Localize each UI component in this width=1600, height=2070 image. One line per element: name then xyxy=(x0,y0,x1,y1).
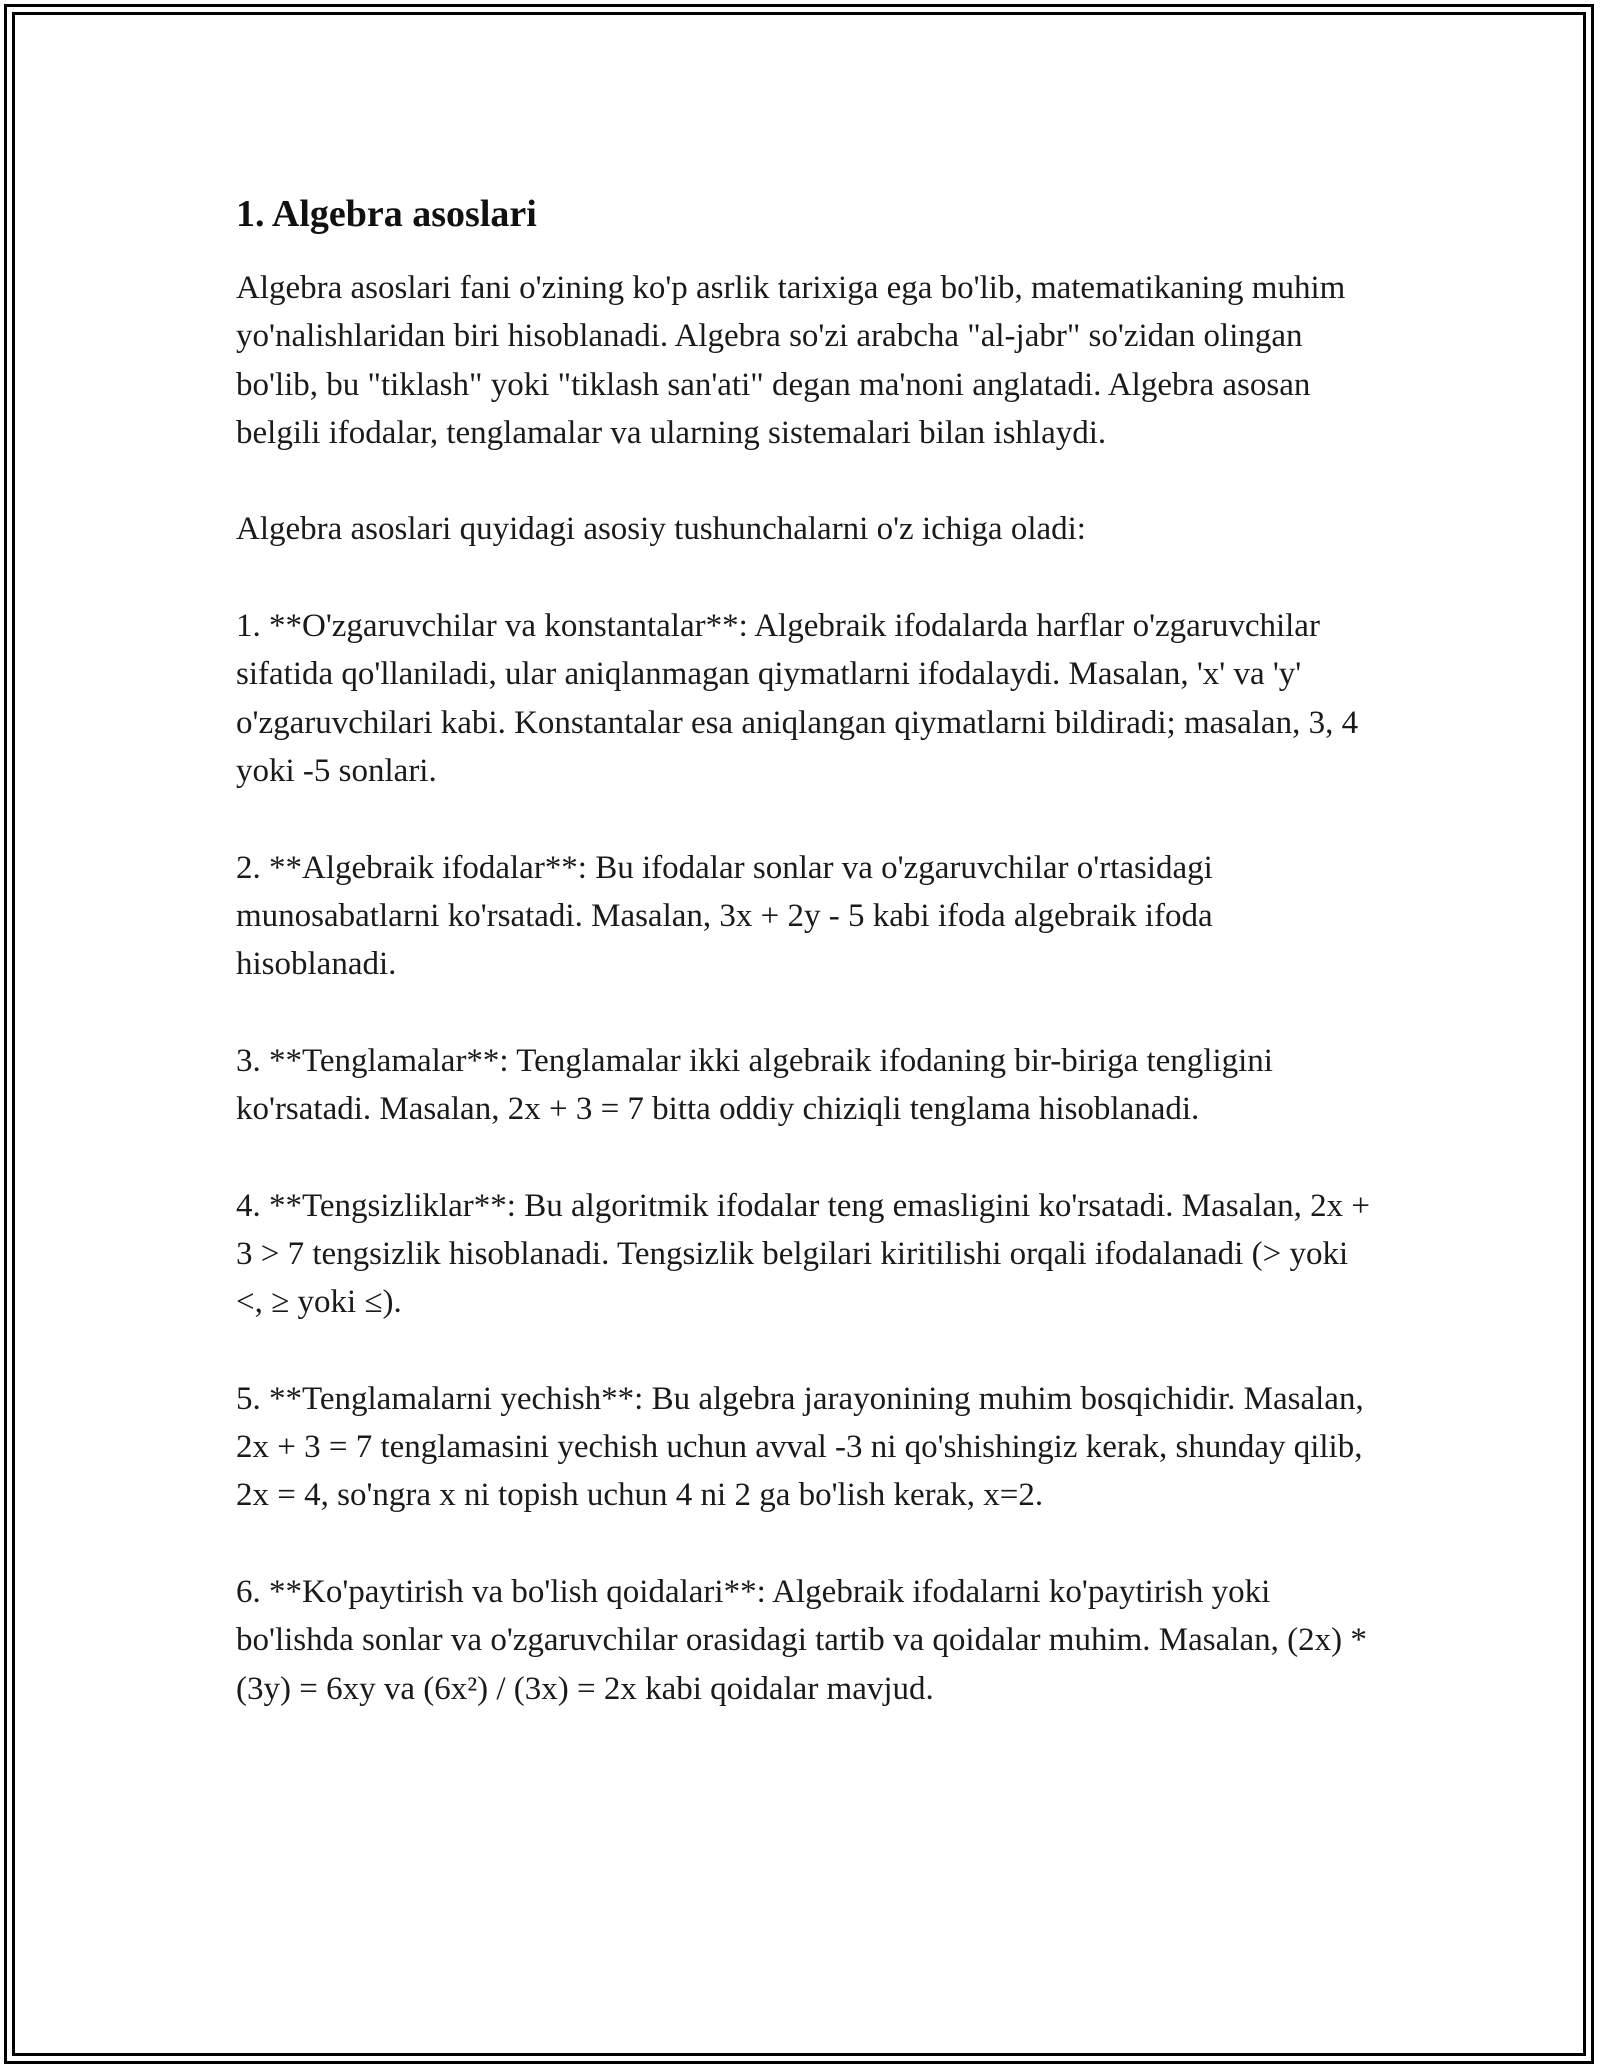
document-body xyxy=(236,186,1376,1713)
list-item-variables-constants: 1. **O'zgaruvchilar va konstantalar**: Algebraik ifodalarda harflar o'zgaruvchilar sifatida qo'llaniladi, ular aniqlanmagan qiymatlarni ifodalaydi. Masalan, 'x' va 'y' o'zgaruvchilari kabi. Konstantalar esa aniqlangan qiymatlarni bildiradi; masalan, 3, 4 yoki -5 sonlari. xyxy=(236,608,1359,789)
list-item-equations: 3. **Tenglamalar**: Tenglamalar ikki algebraik ifodaning bir-biriga tengligini ko'rsatadi. Masalan, 2x + 3 = 7 bitta oddiy chiziqli tenglama hisoblanadi. xyxy=(236,1042,1273,1128)
intro-paragraph: Algebra asoslari fani o'zining ko'p asrlik tarixiga ega bo'lib, matematikaning muhim yo'nalishlaridan biri hisoblanadi. Algebra so'zi arabcha "al-jabr" so'zidan olingan bo'lib, bu "tiklash" yoki "tiklash san'ati" degan ma'noni anglatadi. Algebra asosan belgili ifodalar, tenglamalar va ularning sistemalari bilan ishlaydi. xyxy=(236,270,1346,451)
list-item-multiplication-division-rules: 6. **Ko'paytirish va bo'lish qoidalari**: Algebraik ifodalarni ko'paytirish yoki bo'lishda sonlar va o'zgaruvchilar orasidagi tartib va qoidalar muhim. Masalan, (2x) * (3y) = 6xy va (6x²) / (3x) = 2x kabi qoidalar mavjud. xyxy=(236,1574,1367,1707)
concepts-lead-paragraph: Algebra asoslari quyidagi asosiy tushunchalarni o'z ichiga oladi: xyxy=(236,511,1086,548)
list-item-algebraic-expressions: 2. **Algebraik ifodalar**: Bu ifodalar sonlar va o'zgaruvchilar o'rtasidagi munosabatlarni ko'rsatadi. Masalan, 3x + 2y - 5 kabi ifoda algebraik ifoda hisoblanadi. xyxy=(236,849,1213,983)
list-item-solving-equations: 5. **Tenglamalarni yechish**: Bu algebra jarayonining muhim bosqichidir. Masalan, 2x + 3 = 7 tenglamasini yechish uchun avval -3 ni qo'shishingiz kerak, shunday qilib, 2x = 4, so'ngra x ni topish uchun 4 ni 2 ga bo'lish kerak, x=2. xyxy=(236,1380,1364,1514)
section-title: 1. Algebra asoslari xyxy=(236,193,537,235)
list-item-inequalities: 4. **Tengsizliklar**: Bu algoritmik ifodalar teng emasligini ko'rsatadi. Masalan, 2x + 3 > 7 tengsizlik hisoblanadi. Tengsizlik belgilari kiritilishi orqali ifodalanadi (> yoki <, ≥ yoki ≤). xyxy=(236,1187,1370,1321)
